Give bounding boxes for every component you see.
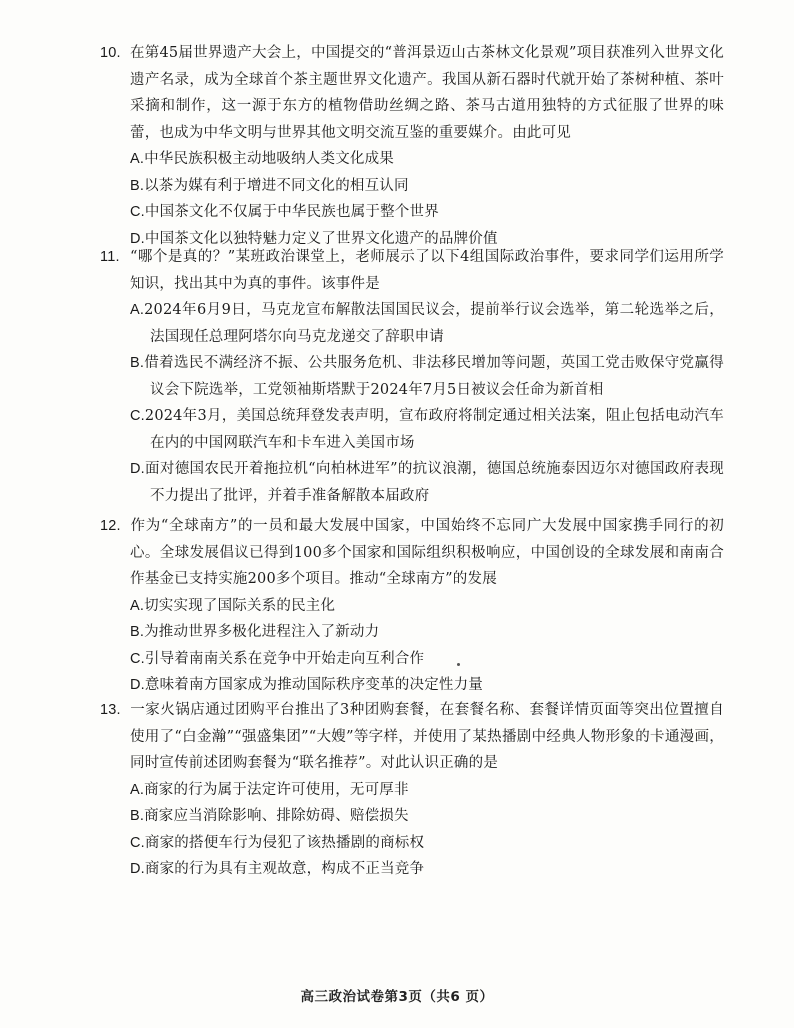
option-list <box>100 593 724 699</box>
option-text: 引导着南南关系在竞争中开始走向互利合作 <box>144 650 425 667</box>
option-letter: D. <box>130 861 145 877</box>
option-text: 以茶为媒有利于增进不同文化的相互认同 <box>144 177 409 194</box>
option-letter: B. <box>130 355 145 371</box>
question-13 <box>100 697 724 883</box>
option-letter: C. <box>130 834 145 851</box>
option-text: 切实实现了国际关系的民主化 <box>144 597 336 614</box>
question-number: 11. <box>100 249 120 265</box>
option-letter: B. <box>130 177 145 194</box>
option-d <box>100 456 724 509</box>
option-text: 为推动世界多极化进程注入了新动力 <box>144 624 380 640</box>
option-c <box>100 646 724 673</box>
option-text: 中国茶文化不仅属于中华民族也属于整个世界 <box>144 204 439 220</box>
question-number: 10. <box>100 45 121 61</box>
option-letter: B. <box>130 624 145 640</box>
question-text: 一家火锅店通过团购平台推出了3种团购套餐，在套餐名称、套餐详情页面等突出位置擅自使用了“白金瀚”“强盛集团”“大嫂”等字样，并使用了某热播剧中经典人物形象的卡通漫画，同时宣传前述团购套餐为“联名推荐”。对此认识正确的是 <box>130 702 724 771</box>
option-text: 2024年3月，美国总统拜登发表声明，宣布政府将制定通过相关法案，阻止包括电动汽车在内的中国网联汽车和卡车进入美国市场 <box>144 408 724 451</box>
option-b <box>100 173 724 200</box>
option-b <box>100 803 724 830</box>
option-text: 商家的搭便车行为侵犯了该热播剧的商标权 <box>144 834 425 851</box>
option-a <box>100 146 724 173</box>
option-letter: D. <box>130 677 145 693</box>
option-list <box>100 297 724 509</box>
option-c <box>100 403 724 456</box>
option-d <box>100 672 724 699</box>
option-text: 商家应当消除影响、排除妨碍、赔偿损失 <box>144 808 409 824</box>
option-text: 中华民族积极主动地吸纳人类文化成果 <box>144 151 395 167</box>
option-text: 中国茶文化以独特魅力定义了世界文化遗产的品牌价值 <box>144 230 498 247</box>
question-11 <box>100 244 724 509</box>
option-letter: A. <box>130 302 145 318</box>
option-letter: A. <box>130 781 145 798</box>
question-stem <box>100 697 724 777</box>
question-12 <box>100 513 724 699</box>
option-list <box>100 777 724 883</box>
option-letter: A. <box>130 151 145 167</box>
option-text: 商家的行为属于法定许可使用，无可厚非 <box>144 781 409 798</box>
question-stem <box>100 40 724 146</box>
option-text: 借着选民不满经济不振、公共服务危机、非法移民增加等问题，英国工党击败保守党赢得议会下院选举，工党领袖斯塔默于2024年7月5日被议会任命为新首相 <box>144 355 724 398</box>
question-stem <box>100 513 724 593</box>
question-number: 13. <box>100 702 121 718</box>
option-letter: C. <box>130 204 145 220</box>
option-list <box>100 146 724 252</box>
option-letter: D. <box>130 461 145 477</box>
option-letter: C. <box>130 650 145 667</box>
question-10 <box>100 40 724 252</box>
option-text: 商家的行为具有主观故意，构成不正当竞争 <box>144 861 425 877</box>
scan-speck <box>457 663 460 666</box>
option-text: 面对德国农民开着拖拉机“向柏林进军”的抗议浪潮，德国总统施泰因迈尔对德国政府表现不力提出了批评，并着手准备解散本届政府 <box>144 461 724 504</box>
option-a <box>100 777 724 804</box>
option-letter: C. <box>130 408 145 424</box>
question-stem <box>100 244 724 297</box>
question-number: 12. <box>100 518 121 534</box>
option-letter: B. <box>130 808 145 824</box>
option-d <box>100 856 724 883</box>
option-letter: A. <box>130 597 145 614</box>
question-text: 在第45届世界遗产大会上，中国提交的“普洱景迈山古茶林文化景观”项目获准列入世界文化遗产名录，成为全球首个茶主题世界文化遗产。我国从新石器时代就开始了茶树种植、茶叶采摘和制作，这一源于东方的植物借助丝绸之路、茶马古道用独特的方式征服了世界的味蕾，也成为中华文明与世界其他文明交流互鉴的重要媒介。由此可见 <box>130 45 724 141</box>
option-c <box>100 830 724 857</box>
option-a <box>100 593 724 620</box>
option-b <box>100 619 724 646</box>
question-text: “哪个是真的？”某班政治课堂上，老师展示了以下4组国际政治事件，要求同学们运用所学知识，找出其中为真的事件。该事件是 <box>130 249 724 292</box>
option-b <box>100 350 724 403</box>
option-text: 意味着南方国家成为推动国际秩序变革的决定性力量 <box>144 677 484 693</box>
option-text: 2024年6月9日，马克龙宣布解散法国国民议会，提前举行议会选举，第二轮选举之后，法国现任总理阿塔尔向马克龙递交了辞职申请 <box>144 302 724 345</box>
question-text: 作为“全球南方”的一员和最大发展中国家，中国始终不忘同广大发展中国家携手同行的初心。全球发展倡议已得到100多个国家和国际组织积极响应，中国创设的全球发展和南南合作基金已支持实施200多个项目。推动“全球南方”的发展 <box>130 518 724 587</box>
option-c <box>100 199 724 226</box>
option-letter: D. <box>130 230 145 247</box>
option-a <box>100 297 724 350</box>
page-footer: 高三政治试卷第3页（共6 页） <box>300 989 494 1005</box>
